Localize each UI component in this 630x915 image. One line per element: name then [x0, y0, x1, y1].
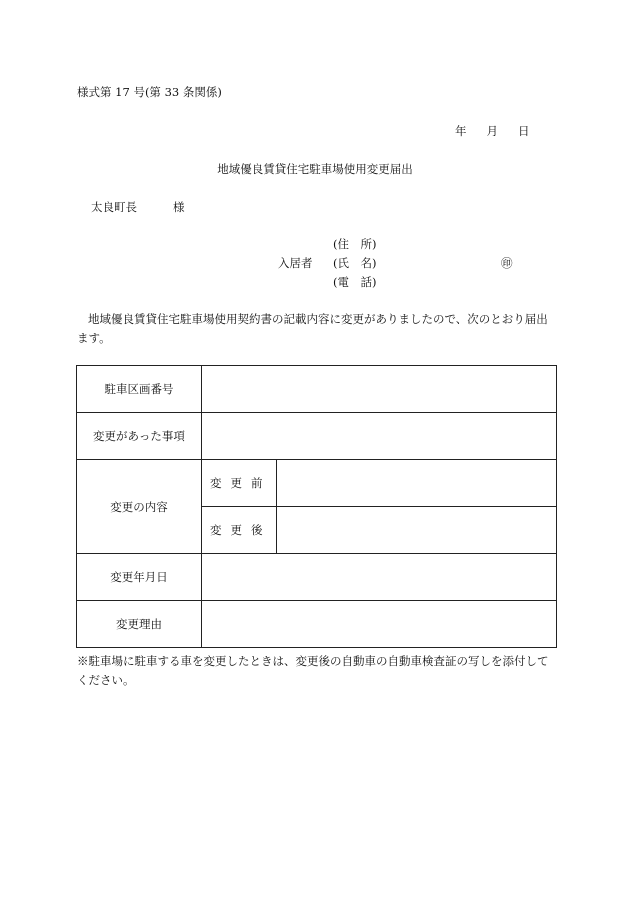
after-field[interactable] [277, 507, 557, 554]
addressee-honorific: 様 [173, 200, 185, 214]
table-row [77, 601, 557, 648]
phone-label: (電 話) [333, 275, 377, 289]
change-date-field[interactable] [202, 554, 557, 601]
table-row [77, 413, 557, 460]
table-row [77, 554, 557, 601]
name-label: (氏 名) [333, 256, 377, 270]
changed-item-label: 変更があった事項 [77, 413, 202, 460]
change-reason-field[interactable] [202, 601, 557, 648]
change-date-label: 変更年月日 [77, 554, 202, 601]
tenant-label: 入居者 [278, 256, 313, 270]
date-month-label: 月 [486, 124, 498, 138]
addressee-name: 太良町長 [91, 200, 137, 214]
body-text: 地域優良賃貸住宅駐車場使用契約書の記載内容に変更がありましたので、次のとおり届出ます。 [77, 312, 548, 345]
changed-item-field[interactable] [202, 413, 557, 460]
after-label: 変更後 [202, 507, 277, 554]
attachment-note: ※駐車場に駐車する車を変更したときは、変更後の自動車の自動車検査証の写しを添付してください。 [77, 654, 549, 687]
parking-number-label: 駐車区画番号 [77, 366, 202, 413]
table-row [77, 366, 557, 413]
parking-number-field[interactable] [202, 366, 557, 413]
before-label: 変更前 [202, 460, 277, 507]
table-row [77, 460, 557, 507]
change-reason-label: 変更理由 [77, 601, 202, 648]
address-label: (住 所) [333, 237, 377, 251]
change-content-label: 変更の内容 [77, 460, 202, 554]
addressee [91, 199, 185, 215]
document-title: 地域優良賃貸住宅駐車場使用変更届出 [217, 162, 413, 176]
seal-mark: ㊞ [501, 256, 513, 270]
date-line [455, 123, 530, 139]
date-day-label: 日 [518, 124, 530, 138]
before-field[interactable] [277, 460, 557, 507]
form-number: 様式第 17 号(第 33 条関係) [77, 85, 222, 99]
date-year-label: 年 [455, 124, 467, 138]
change-form-table [76, 365, 557, 648]
